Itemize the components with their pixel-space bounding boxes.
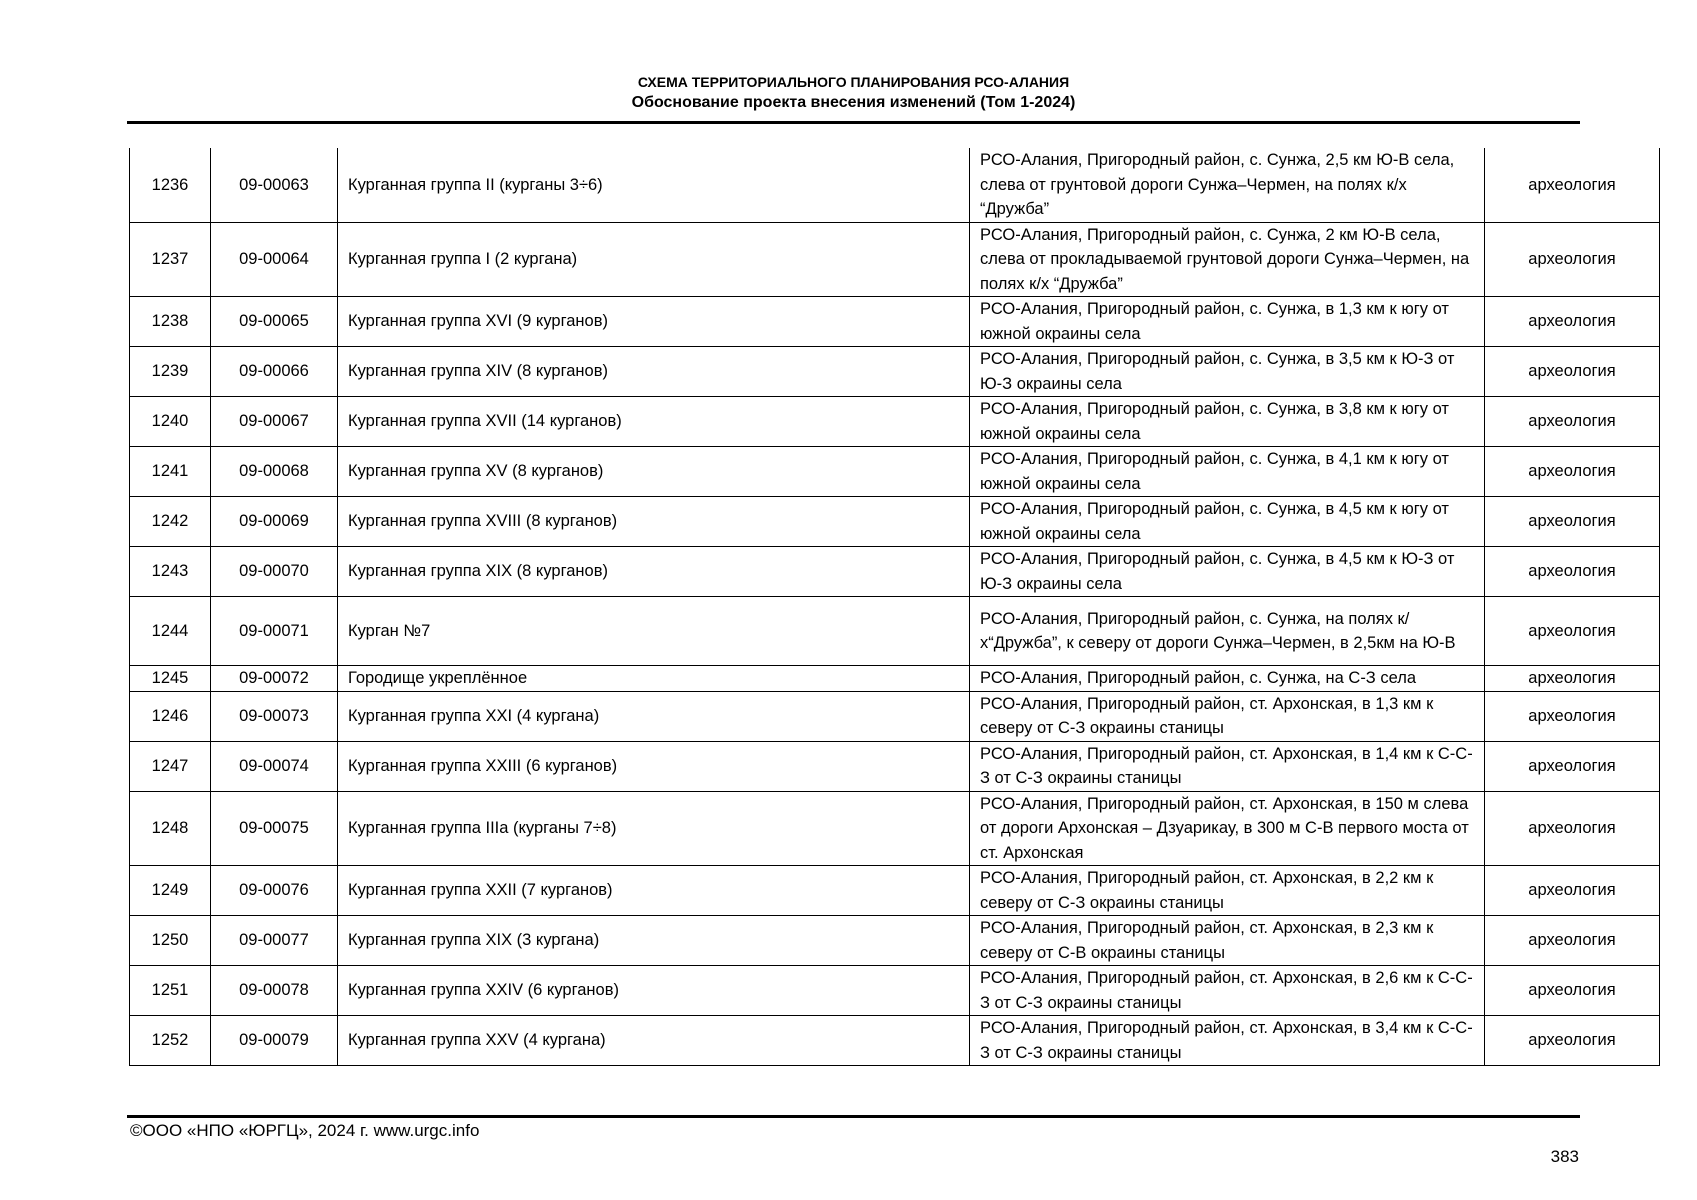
document-title: СХЕМА ТЕРРИТОРИАЛЬНОГО ПЛАНИРОВАНИЯ РСО-АЛАНИЯ: [637, 74, 1070, 90]
site-category: археология: [1485, 547, 1660, 597]
site-location: РСО-Алания, Пригородный район, с. Сунжа, 2,5 км Ю-В села, слева от грунтовой дороги Сунжа–Чермен, на полях к/х “Дружба”: [970, 148, 1485, 222]
site-category: археология: [1485, 597, 1660, 666]
registry-code: 09-00078: [211, 966, 338, 1016]
site-category: археология: [1485, 791, 1660, 866]
site-name: Курганная группа II (курганы 3÷6): [338, 148, 970, 222]
site-category: археология: [1485, 222, 1660, 297]
row-number: 1250: [130, 916, 211, 966]
site-location: РСО-Алания, Пригородный район, с. Сунжа, в 3,5 км к Ю-З от Ю-З окраины села: [970, 347, 1485, 397]
page-header: [127, 72, 1580, 114]
site-name: Курганная группа XIX (3 кургана): [338, 916, 970, 966]
header-divider: [127, 121, 1580, 124]
table-row: [130, 691, 1660, 741]
site-category: археология: [1485, 347, 1660, 397]
registry-code: 09-00065: [211, 297, 338, 347]
row-number: 1247: [130, 741, 211, 791]
site-name: Курганная группа XIX (8 курганов): [338, 547, 970, 597]
registry-code: 09-00066: [211, 347, 338, 397]
row-number: 1240: [130, 397, 211, 447]
table-row: [130, 148, 1660, 222]
registry-code: 09-00063: [211, 148, 338, 222]
registry-code: 09-00068: [211, 447, 338, 497]
table-row: [130, 597, 1660, 666]
table-row: [130, 347, 1660, 397]
row-number: 1236: [130, 148, 211, 222]
row-number: 1242: [130, 497, 211, 547]
registry-code: 09-00070: [211, 547, 338, 597]
footer-divider: [127, 1115, 1580, 1118]
site-location: РСО-Алания, Пригородный район, с. Сунжа, в 4,5 км к Ю-З от Ю-З окраины села: [970, 547, 1485, 597]
table-row: [130, 222, 1660, 297]
table-row: [130, 741, 1660, 791]
table-row: [130, 791, 1660, 866]
site-location: РСО-Алания, Пригородный район, с. Сунжа, в 1,3 км к югу от южной окраины села: [970, 297, 1485, 347]
table-row: [130, 966, 1660, 1016]
site-category: археология: [1485, 397, 1660, 447]
site-name: Курганная группа XXIII (6 курганов): [338, 741, 970, 791]
site-location: РСО-Алания, Пригородный район, с. Сунжа, на С-З села: [970, 666, 1485, 692]
table-row: [130, 1016, 1660, 1066]
page-number: 383: [1550, 1147, 1579, 1166]
site-location: РСО-Алания, Пригородный район, ст. Архонская, в 2,3 км к северу от С-В окраины станицы: [970, 916, 1485, 966]
registry-code: 09-00076: [211, 866, 338, 916]
site-name: Курганная группа XV (8 курганов): [338, 447, 970, 497]
site-category: археология: [1485, 866, 1660, 916]
row-number: 1245: [130, 666, 211, 692]
registry-code: 09-00075: [211, 791, 338, 866]
site-name: Курганная группа XXIV (6 курганов): [338, 966, 970, 1016]
row-number: 1246: [130, 691, 211, 741]
site-location: РСО-Алания, Пригородный район, с. Сунжа, в 4,1 км к югу от южной окраины села: [970, 447, 1485, 497]
site-category: археология: [1485, 916, 1660, 966]
site-name: Курганная группа XXII (7 курганов): [338, 866, 970, 916]
row-number: 1237: [130, 222, 211, 297]
site-location: РСО-Алания, Пригородный район, с. Сунжа, в 3,8 км к югу от южной окраины села: [970, 397, 1485, 447]
site-name: Городище укреплённое: [338, 666, 970, 692]
document-subtitle: Обоснование проекта внесения изменений (Том 1-2024): [631, 94, 1076, 111]
site-location: РСО-Алания, Пригородный район, с. Сунжа, 2 км Ю-В села, слева от прокладываемой грунтовой дороги Сунжа–Чермен, на полях к/х “Дружба”: [970, 222, 1485, 297]
row-number: 1238: [130, 297, 211, 347]
site-location: РСО-Алания, Пригородный район, ст. Архонская, в 150 м слева от дороги Архонская – Дзуарикау, в 300 м С-В первого моста от ст. Архонская: [970, 791, 1485, 866]
row-number: 1251: [130, 966, 211, 1016]
site-name: Курганная группа XIV (8 курганов): [338, 347, 970, 397]
site-location: РСО-Алания, Пригородный район, ст. Архонская, в 1,4 км к С-С-З от С-З окраины станицы: [970, 741, 1485, 791]
site-category: археология: [1485, 447, 1660, 497]
row-number: 1249: [130, 866, 211, 916]
row-number: 1248: [130, 791, 211, 866]
site-category: археология: [1485, 691, 1660, 741]
site-name: Курганная группа I (2 кургана): [338, 222, 970, 297]
site-name: Курганная группа XVII (14 курганов): [338, 397, 970, 447]
site-name: Курганная группа XVIII (8 курганов): [338, 497, 970, 547]
site-category: археология: [1485, 497, 1660, 547]
site-location: РСО-Алания, Пригородный район, с. Сунжа, на полях к/х“Дружба”, к северу от дороги Сунжа–Чермен, в 2,5км на Ю-В: [970, 597, 1485, 666]
table-row: [130, 666, 1660, 692]
site-name: Курганная группа XXI (4 кургана): [338, 691, 970, 741]
registry-code: 09-00073: [211, 691, 338, 741]
row-number: 1252: [130, 1016, 211, 1066]
site-name: Курганная группа XVI (9 курганов): [338, 297, 970, 347]
row-number: 1241: [130, 447, 211, 497]
heritage-sites-table: [129, 148, 1660, 1066]
table-row: [130, 497, 1660, 547]
site-category: археология: [1485, 297, 1660, 347]
registry-code: 09-00067: [211, 397, 338, 447]
site-category: археология: [1485, 966, 1660, 1016]
site-location: РСО-Алания, Пригородный район, ст. Архонская, в 1,3 км к северу от С-З окраины станицы: [970, 691, 1485, 741]
table-row: [130, 916, 1660, 966]
site-location: РСО-Алания, Пригородный район, ст. Архонская, в 2,6 км к С-С-З от С-З окраины станицы: [970, 966, 1485, 1016]
registry-code: 09-00064: [211, 222, 338, 297]
site-location: РСО-Алания, Пригородный район, ст. Архонская, в 3,4 км к С-С-З от С-З окраины станицы: [970, 1016, 1485, 1066]
site-category: археология: [1485, 741, 1660, 791]
registry-code: 09-00077: [211, 916, 338, 966]
table-row: [130, 447, 1660, 497]
site-category: археология: [1485, 666, 1660, 692]
table-row: [130, 866, 1660, 916]
site-name: Курганная группа IIIа (курганы 7÷8): [338, 791, 970, 866]
registry-code: 09-00074: [211, 741, 338, 791]
table-row: [130, 397, 1660, 447]
footer-copyright: ©ООО «НПО «ЮРГЦ», 2024 г. www.urgc.info: [130, 1121, 480, 1140]
table-row: [130, 547, 1660, 597]
registry-code: 09-00072: [211, 666, 338, 692]
registry-code: 09-00071: [211, 597, 338, 666]
site-name: Курган №7: [338, 597, 970, 666]
registry-code: 09-00069: [211, 497, 338, 547]
row-number: 1244: [130, 597, 211, 666]
site-name: Курганная группа XXV (4 кургана): [338, 1016, 970, 1066]
row-number: 1239: [130, 347, 211, 397]
table-row: [130, 297, 1660, 347]
site-location: РСО-Алания, Пригородный район, ст. Архонская, в 2,2 км к северу от С-З окраины станицы: [970, 866, 1485, 916]
site-location: РСО-Алания, Пригородный район, с. Сунжа, в 4,5 км к югу от южной окраины села: [970, 497, 1485, 547]
row-number: 1243: [130, 547, 211, 597]
site-category: археология: [1485, 148, 1660, 222]
registry-code: 09-00079: [211, 1016, 338, 1066]
site-category: археология: [1485, 1016, 1660, 1066]
table-body: [130, 148, 1660, 1066]
